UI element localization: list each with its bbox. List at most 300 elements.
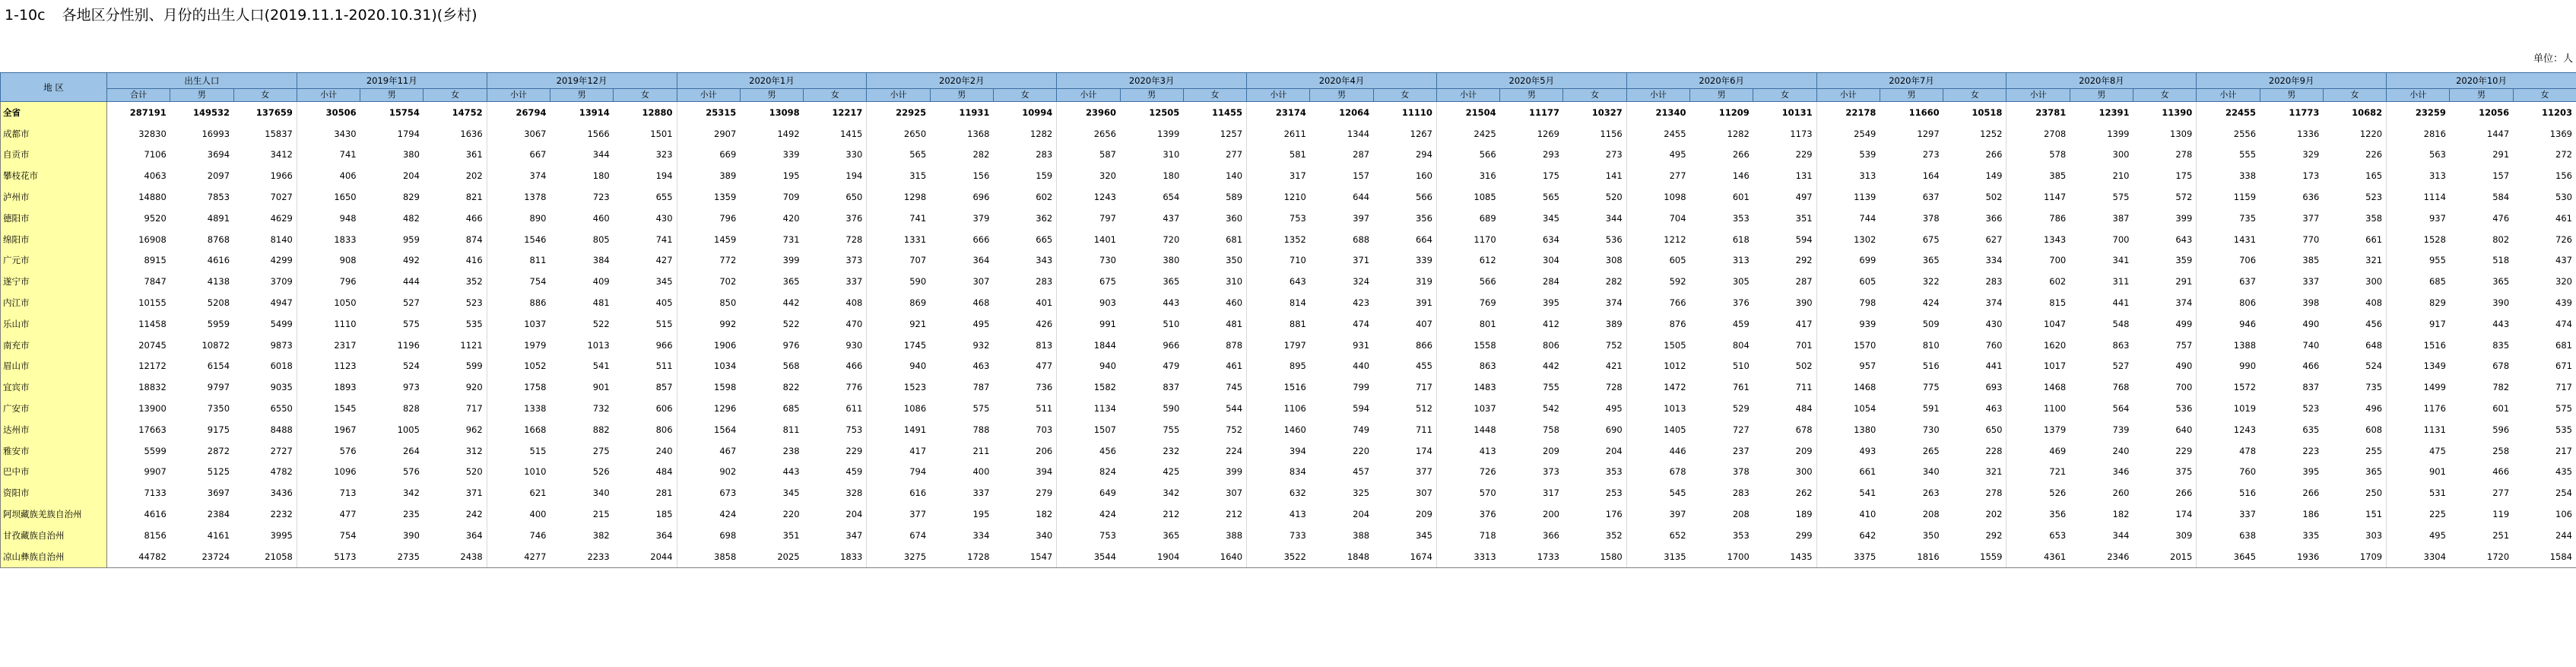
month-sub-header: 小计 bbox=[2197, 89, 2260, 102]
data-cell: 8156 bbox=[144, 529, 167, 541]
data-cell: 360 bbox=[1183, 208, 1246, 229]
data-cell: 3430 bbox=[334, 128, 357, 139]
region-name: 巴中市 bbox=[1, 462, 107, 483]
data-cell: 365 bbox=[1163, 529, 1180, 541]
data-cell: 345 bbox=[1373, 525, 1436, 546]
data-cell: 661 bbox=[2323, 229, 2386, 250]
data-cell: 798 bbox=[1859, 297, 1876, 309]
data-cell: 481 bbox=[592, 297, 610, 309]
data-cell: 173 bbox=[2302, 170, 2320, 182]
month-sub-header: 男 bbox=[550, 89, 613, 102]
data-cell: 437 bbox=[1163, 212, 1180, 224]
data-cell: 1570 bbox=[1854, 339, 1876, 351]
data-cell: 730 bbox=[1099, 255, 1116, 266]
data-cell: 3522 bbox=[1247, 546, 1310, 567]
data-cell: 317 bbox=[1289, 170, 1306, 182]
data-cell: 649 bbox=[1099, 488, 1116, 499]
data-cell: 863 bbox=[2112, 339, 2130, 351]
data-cell: 378 bbox=[1922, 212, 1940, 224]
data-cell: 522 bbox=[592, 318, 610, 329]
data-cell: 23724 bbox=[170, 546, 233, 567]
data-cell: 364 bbox=[614, 525, 677, 546]
data-cell: 13900 bbox=[138, 403, 167, 414]
data-cell: 857 bbox=[614, 376, 677, 398]
data-cell: 347 bbox=[804, 525, 867, 546]
data-cell: 346 bbox=[2112, 466, 2130, 478]
data-cell: 10155 bbox=[138, 297, 167, 309]
data-cell: 576 bbox=[339, 445, 357, 456]
month-sub-header: 小计 bbox=[487, 89, 550, 102]
report-title bbox=[5, 6, 477, 24]
data-cell: 741 bbox=[339, 149, 357, 160]
data-cell: 932 bbox=[972, 339, 990, 351]
data-cell: 277 bbox=[1183, 145, 1246, 166]
data-cell: 250 bbox=[2323, 482, 2386, 503]
data-cell: 11209 bbox=[1718, 106, 1750, 118]
data-cell: 277 bbox=[1669, 170, 1686, 182]
data-cell: 744 bbox=[1859, 212, 1876, 224]
data-cell: 387 bbox=[2112, 212, 2130, 224]
data-cell: 225 bbox=[2428, 509, 2446, 520]
data-cell: 337 bbox=[2239, 509, 2257, 520]
data-cell: 304 bbox=[1543, 255, 1559, 266]
data-cell: 678 bbox=[2492, 360, 2510, 372]
data-cell: 470 bbox=[804, 313, 867, 335]
data-cell: 698 bbox=[719, 529, 737, 541]
data-cell: 425 bbox=[1163, 466, 1180, 478]
table-row bbox=[1, 503, 2576, 525]
data-cell: 11177 bbox=[1528, 106, 1559, 118]
data-cell: 1572 bbox=[2233, 382, 2257, 393]
data-cell: 385 bbox=[2049, 170, 2067, 182]
data-cell: 1904 bbox=[1120, 546, 1183, 567]
data-cell: 3412 bbox=[233, 145, 297, 166]
data-cell: 316 bbox=[1479, 170, 1496, 182]
data-cell: 211 bbox=[972, 445, 990, 456]
data-cell: 584 bbox=[2492, 192, 2510, 203]
data-cell: 5173 bbox=[297, 546, 360, 567]
data-cell: 157 bbox=[1353, 170, 1370, 182]
data-cell: 523 bbox=[2302, 403, 2320, 414]
data-cell: 17663 bbox=[138, 424, 167, 435]
data-cell: 14752 bbox=[424, 102, 487, 123]
data-cell: 1243 bbox=[2233, 424, 2257, 435]
data-cell: 976 bbox=[782, 339, 800, 351]
data-cell: 650 bbox=[804, 186, 867, 208]
data-cell: 399 bbox=[1183, 462, 1246, 483]
data-cell: 535 bbox=[2513, 419, 2576, 440]
data-cell: 671 bbox=[2513, 356, 2576, 377]
data-cell: 732 bbox=[592, 403, 610, 414]
data-cell: 690 bbox=[1563, 419, 1626, 440]
data-cell: 640 bbox=[2133, 419, 2197, 440]
data-cell: 373 bbox=[804, 250, 867, 272]
data-cell: 7853 bbox=[207, 192, 230, 203]
data-cell: 766 bbox=[1669, 297, 1686, 309]
data-cell: 228 bbox=[1943, 440, 2007, 462]
data-cell: 1359 bbox=[714, 192, 737, 203]
data-cell: 149532 bbox=[193, 106, 230, 118]
region-name: 资阳市 bbox=[1, 482, 107, 503]
data-cell: 886 bbox=[529, 297, 547, 309]
data-cell: 966 bbox=[614, 335, 677, 356]
data-cell: 283 bbox=[1732, 488, 1750, 499]
data-cell: 212 bbox=[1163, 509, 1180, 520]
data-cell: 44782 bbox=[107, 546, 170, 567]
data-cell: 2455 bbox=[1664, 128, 1686, 139]
data-cell: 3304 bbox=[2387, 546, 2450, 567]
data-cell: 351 bbox=[1753, 208, 1816, 229]
data-cell: 526 bbox=[2049, 488, 2067, 499]
month-header: 2020年8月 bbox=[2007, 73, 2197, 89]
data-cell: 373 bbox=[1543, 466, 1559, 478]
data-cell: 345 bbox=[1543, 212, 1559, 224]
data-cell: 366 bbox=[1943, 208, 2007, 229]
month-sub-header: 女 bbox=[1373, 89, 1436, 102]
data-cell: 2650 bbox=[903, 128, 927, 139]
data-cell: 2872 bbox=[207, 445, 230, 456]
data-cell: 643 bbox=[1289, 276, 1306, 287]
data-cell: 441 bbox=[2112, 297, 2130, 309]
data-cell: 426 bbox=[993, 313, 1056, 335]
data-cell: 11931 bbox=[959, 106, 990, 118]
data-cell: 240 bbox=[614, 440, 677, 462]
month-sub-header: 女 bbox=[614, 89, 677, 102]
data-cell: 461 bbox=[1183, 356, 1246, 377]
data-cell: 495 bbox=[2428, 529, 2446, 541]
data-cell: 1833 bbox=[334, 233, 357, 245]
data-cell: 717 bbox=[424, 398, 487, 419]
month-sub-header: 男 bbox=[1880, 89, 1943, 102]
data-cell: 182 bbox=[2112, 509, 2130, 520]
data-cell: 244 bbox=[2513, 525, 2576, 546]
data-cell: 3544 bbox=[1057, 546, 1120, 567]
data-cell: 455 bbox=[1373, 356, 1436, 377]
data-cell: 1296 bbox=[714, 403, 737, 414]
data-cell: 377 bbox=[1373, 462, 1436, 483]
data-cell: 200 bbox=[1543, 509, 1559, 520]
data-cell: 696 bbox=[972, 192, 990, 203]
data-cell: 463 bbox=[972, 360, 990, 372]
data-cell: 310 bbox=[1163, 149, 1180, 160]
data-cell: 204 bbox=[1353, 509, 1370, 520]
data-cell: 575 bbox=[2112, 192, 2130, 203]
data-cell: 787 bbox=[972, 382, 990, 393]
data-cell: 939 bbox=[1859, 318, 1876, 329]
data-cell: 260 bbox=[2112, 488, 2130, 499]
data-cell: 371 bbox=[1353, 255, 1370, 266]
data-cell: 772 bbox=[719, 255, 737, 266]
data-cell: 229 bbox=[2133, 440, 2197, 462]
data-cell: 343 bbox=[993, 250, 1056, 272]
data-cell: 406 bbox=[339, 170, 357, 182]
data-cell: 443 bbox=[782, 466, 800, 478]
data-cell: 611 bbox=[804, 398, 867, 419]
data-cell: 313 bbox=[1732, 255, 1750, 266]
data-cell: 1966 bbox=[233, 165, 297, 186]
data-cell: 361 bbox=[424, 145, 487, 166]
data-cell: 21340 bbox=[1655, 106, 1686, 118]
data-cell: 9907 bbox=[144, 466, 167, 478]
data-cell: 1733 bbox=[1500, 546, 1563, 567]
data-cell: 3697 bbox=[207, 488, 230, 499]
data-cell: 294 bbox=[1373, 145, 1436, 166]
data-cell: 461 bbox=[2513, 208, 2576, 229]
data-cell: 444 bbox=[402, 276, 420, 287]
data-cell: 1098 bbox=[1664, 192, 1686, 203]
table-row bbox=[1, 292, 2576, 313]
data-cell: 382 bbox=[592, 529, 610, 541]
data-cell: 413 bbox=[1289, 509, 1306, 520]
table-row bbox=[1, 376, 2576, 398]
data-cell: 4616 bbox=[207, 255, 230, 266]
data-cell: 768 bbox=[2112, 382, 2130, 393]
data-cell: 523 bbox=[2323, 186, 2386, 208]
data-cell: 342 bbox=[402, 488, 420, 499]
data-cell: 7106 bbox=[144, 149, 167, 160]
data-cell: 424 bbox=[1099, 509, 1116, 520]
data-cell: 713 bbox=[339, 488, 357, 499]
data-cell: 1134 bbox=[1093, 403, 1116, 414]
data-cell: 324 bbox=[1353, 276, 1370, 287]
data-cell: 217 bbox=[2513, 440, 2576, 462]
data-cell: 957 bbox=[1859, 360, 1876, 372]
data-cell: 797 bbox=[1099, 212, 1116, 224]
data-cell: 4891 bbox=[207, 212, 230, 224]
data-cell: 430 bbox=[614, 208, 677, 229]
data-cell: 440 bbox=[1353, 360, 1370, 372]
data-cell: 21058 bbox=[233, 546, 297, 567]
table-row bbox=[1, 462, 2576, 483]
data-cell: 608 bbox=[2323, 419, 2386, 440]
data-cell: 238 bbox=[782, 445, 800, 456]
data-cell: 1378 bbox=[524, 192, 547, 203]
data-cell: 263 bbox=[1922, 488, 1940, 499]
data-cell: 776 bbox=[804, 376, 867, 398]
data-cell: 9035 bbox=[233, 376, 297, 398]
data-cell: 1405 bbox=[1664, 424, 1686, 435]
month-sub-header: 男 bbox=[1500, 89, 1563, 102]
region-name: 甘孜藏族自治州 bbox=[1, 525, 107, 546]
data-cell: 466 bbox=[424, 208, 487, 229]
data-cell: 427 bbox=[614, 250, 677, 272]
data-cell: 459 bbox=[804, 462, 867, 483]
data-cell: 1139 bbox=[1854, 192, 1876, 203]
data-cell: 1302 bbox=[1854, 233, 1876, 245]
data-cell: 10131 bbox=[1753, 102, 1816, 123]
data-cell: 446 bbox=[1669, 445, 1686, 456]
data-cell: 664 bbox=[1373, 229, 1436, 250]
data-cell: 654 bbox=[1163, 192, 1180, 203]
data-cell: 8488 bbox=[233, 419, 297, 440]
data-cell: 699 bbox=[1859, 255, 1876, 266]
data-cell: 1368 bbox=[967, 128, 990, 139]
data-cell: 287191 bbox=[129, 106, 167, 118]
data-cell: 959 bbox=[402, 233, 420, 245]
data-cell: 16908 bbox=[138, 233, 167, 245]
data-cell: 352 bbox=[1563, 525, 1626, 546]
data-cell: 186 bbox=[2302, 509, 2320, 520]
data-cell: 718 bbox=[1479, 529, 1496, 541]
data-cell: 305 bbox=[1732, 276, 1750, 287]
data-cell: 822 bbox=[782, 382, 800, 393]
data-cell: 334 bbox=[1943, 250, 2007, 272]
data-cell: 389 bbox=[1563, 313, 1626, 335]
data-cell: 616 bbox=[909, 488, 927, 499]
data-cell: 1269 bbox=[1537, 128, 1559, 139]
data-cell: 1338 bbox=[524, 403, 547, 414]
data-cell: 728 bbox=[1563, 376, 1626, 398]
data-cell: 437 bbox=[2513, 250, 2576, 272]
data-cell: 330 bbox=[804, 145, 867, 166]
data-cell: 413 bbox=[1479, 445, 1496, 456]
data-cell: 282 bbox=[972, 149, 990, 160]
data-cell: 220 bbox=[782, 509, 800, 520]
data-cell: 530 bbox=[2513, 186, 2576, 208]
data-cell: 457 bbox=[1353, 466, 1370, 478]
data-cell: 137659 bbox=[233, 102, 297, 123]
data-cell: 119 bbox=[2492, 509, 2510, 520]
data-cell: 681 bbox=[2513, 335, 2576, 356]
data-cell: 364 bbox=[972, 255, 990, 266]
data-cell: 1156 bbox=[1563, 123, 1626, 145]
data-cell: 312 bbox=[424, 440, 487, 462]
data-cell: 535 bbox=[424, 313, 487, 335]
data-cell: 1720 bbox=[2450, 546, 2513, 567]
table-row bbox=[1, 356, 2576, 377]
data-cell: 1528 bbox=[2423, 233, 2446, 245]
data-cell: 1844 bbox=[1093, 339, 1116, 351]
data-cell: 526 bbox=[592, 466, 610, 478]
data-cell: 459 bbox=[1732, 318, 1750, 329]
data-cell: 164 bbox=[1922, 170, 1940, 182]
data-cell: 814 bbox=[1289, 297, 1306, 309]
data-cell: 895 bbox=[1289, 360, 1306, 372]
month-sub-header: 小计 bbox=[1057, 89, 1120, 102]
data-cell: 1220 bbox=[2323, 123, 2386, 145]
data-cell: 1331 bbox=[903, 233, 927, 245]
data-cell: 736 bbox=[993, 376, 1056, 398]
data-cell: 678 bbox=[1753, 419, 1816, 440]
data-cell: 2735 bbox=[360, 546, 424, 567]
total-sub-header: 女 bbox=[233, 89, 297, 102]
data-cell: 753 bbox=[804, 419, 867, 440]
data-cell: 341 bbox=[2112, 255, 2130, 266]
data-cell: 733 bbox=[1289, 529, 1306, 541]
data-cell: 266 bbox=[1943, 145, 2007, 166]
data-cell: 5125 bbox=[207, 466, 230, 478]
data-cell: 1047 bbox=[2043, 318, 2067, 329]
month-header: 2019年11月 bbox=[297, 73, 487, 89]
month-sub-header: 男 bbox=[930, 89, 993, 102]
data-cell: 1501 bbox=[614, 123, 677, 145]
data-cell: 920 bbox=[424, 376, 487, 398]
data-cell: 223 bbox=[2302, 445, 2320, 456]
data-cell: 502 bbox=[1753, 356, 1816, 377]
data-cell: 878 bbox=[1183, 335, 1246, 356]
data-cell: 522 bbox=[782, 318, 800, 329]
data-cell: 287 bbox=[1753, 271, 1816, 292]
data-cell: 815 bbox=[2049, 297, 2067, 309]
data-cell: 8915 bbox=[144, 255, 167, 266]
data-cell: 251 bbox=[2492, 529, 2510, 541]
data-cell: 149 bbox=[1943, 165, 2007, 186]
data-cell: 1468 bbox=[2043, 382, 2067, 393]
data-cell: 1547 bbox=[993, 546, 1056, 567]
data-cell: 394 bbox=[1289, 445, 1306, 456]
data-cell: 339 bbox=[782, 149, 800, 160]
data-cell: 321 bbox=[2323, 250, 2386, 272]
data-cell: 711 bbox=[1373, 419, 1436, 440]
data-cell: 937 bbox=[2428, 212, 2446, 224]
data-cell: 439 bbox=[2513, 292, 2576, 313]
data-cell: 1352 bbox=[1283, 233, 1306, 245]
data-cell: 7847 bbox=[144, 276, 167, 287]
data-cell: 292 bbox=[1753, 250, 1816, 272]
month-sub-header: 男 bbox=[1120, 89, 1183, 102]
data-cell: 417 bbox=[909, 445, 927, 456]
data-cell: 605 bbox=[1859, 276, 1876, 287]
data-cell: 226 bbox=[2323, 145, 2386, 166]
data-cell: 1344 bbox=[1347, 128, 1370, 139]
data-cell: 3436 bbox=[233, 482, 297, 503]
data-cell: 1123 bbox=[334, 360, 357, 372]
data-cell: 420 bbox=[782, 212, 800, 224]
data-cell: 745 bbox=[1183, 376, 1246, 398]
data-cell: 204 bbox=[804, 503, 867, 525]
data-cell: 1100 bbox=[2043, 403, 2067, 414]
data-cell: 475 bbox=[2428, 445, 2446, 456]
data-cell: 728 bbox=[804, 229, 867, 250]
data-cell: 515 bbox=[614, 313, 677, 335]
data-cell: 1010 bbox=[524, 466, 547, 478]
month-sub-header: 小计 bbox=[2387, 89, 2450, 102]
data-cell: 1085 bbox=[1474, 192, 1496, 203]
data-cell: 510 bbox=[1163, 318, 1180, 329]
data-cell: 754 bbox=[339, 529, 357, 541]
month-header: 2020年10月 bbox=[2387, 73, 2576, 89]
data-cell: 1399 bbox=[1157, 128, 1180, 139]
data-cell: 460 bbox=[1183, 292, 1246, 313]
data-cell: 232 bbox=[1163, 445, 1180, 456]
data-cell: 1297 bbox=[1917, 128, 1940, 139]
data-cell: 262 bbox=[1753, 482, 1816, 503]
data-cell: 837 bbox=[1163, 382, 1180, 393]
month-sub-header: 小计 bbox=[297, 89, 360, 102]
data-cell: 1728 bbox=[930, 546, 993, 567]
data-cell: 23259 bbox=[2415, 106, 2446, 118]
data-cell: 410 bbox=[1859, 509, 1876, 520]
data-cell: 700 bbox=[2112, 233, 2130, 245]
data-cell: 741 bbox=[614, 229, 677, 250]
data-cell: 380 bbox=[402, 149, 420, 160]
data-cell: 973 bbox=[402, 382, 420, 393]
data-cell: 1492 bbox=[777, 128, 800, 139]
data-cell: 364 bbox=[424, 525, 487, 546]
data-cell: 1336 bbox=[2297, 128, 2320, 139]
month-sub-header: 男 bbox=[1310, 89, 1373, 102]
data-cell: 575 bbox=[402, 318, 420, 329]
data-cell: 599 bbox=[424, 356, 487, 377]
data-cell: 300 bbox=[2112, 149, 2130, 160]
data-cell: 652 bbox=[1669, 529, 1686, 541]
data-cell: 325 bbox=[1353, 488, 1370, 499]
data-cell: 1037 bbox=[1474, 403, 1496, 414]
data-cell: 685 bbox=[2428, 276, 2446, 287]
data-cell: 685 bbox=[782, 403, 800, 414]
data-cell: 11110 bbox=[1373, 102, 1436, 123]
data-cell: 794 bbox=[909, 466, 927, 478]
